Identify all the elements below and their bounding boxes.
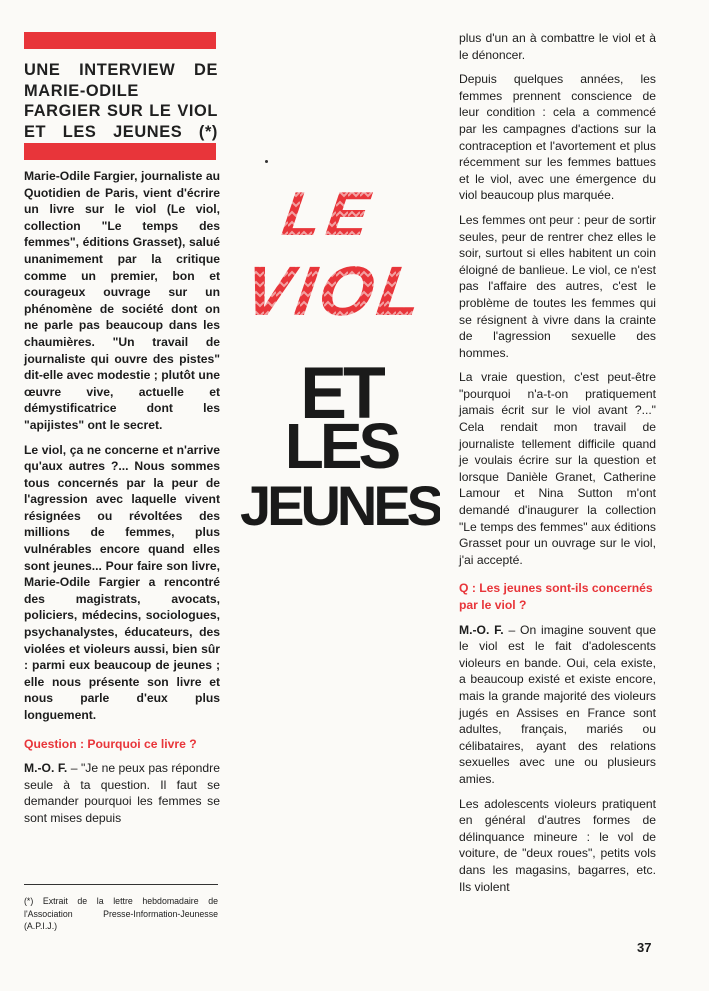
- headline: UNE INTERVIEW DE MARIE-ODILE FARGIER SUR LE VIOL ET LES JEUNES (*): [24, 61, 218, 141]
- paragraph-adolescents: Les adolescents violeurs pratiquent en général d'autres formes de délinquance mineure : le vol de voiture, de "deux roues", petits vols dans les magasins, bagarres, etc. Ils violent: [459, 796, 656, 894]
- answer-1-start: [24, 760, 220, 826]
- question-2: Q : Les jeunes sont-ils concernés par le viol ?: [459, 581, 653, 612]
- right-column: [459, 30, 656, 903]
- question-1: Question : Pourquoi ce livre ?: [24, 736, 197, 751]
- paragraph-conscience: Depuis quelques années, les femmes prennent conscience de leur condition : cela a commencé par les campagnes d'actions sur la contraception et l'avortement et plus récemment sur les femmes battues et le viol, avec une émergence du viol beaucoup plus marquée.: [459, 72, 656, 203]
- title-word-jeunes: JEUNES: [240, 474, 440, 537]
- answer-2: [459, 622, 656, 788]
- title-et-les-jeunes: [240, 352, 440, 537]
- footnote: (*) Extrait de la lettre hebdomadaire de l'Association Presse-Information-Jeunesse (A.P.I.J.): [24, 896, 218, 931]
- title-word-les: LES: [284, 410, 398, 482]
- title-le-viol: [240, 180, 440, 330]
- bottom-red-bar: [24, 143, 216, 160]
- left-column: [24, 168, 220, 835]
- top-red-bar: [24, 32, 216, 49]
- page-number: 37: [637, 940, 652, 955]
- answer-1-left-text: – "Je ne peux pas répondre seule à ta question. Il faut se demander pourquoi les femmes se sont mises depuis: [24, 761, 220, 825]
- lead-paragraph: Le viol, ça ne concerne et n'arrive qu'aux autres ?... Nous sommes tous concernés par la peur de l'agression avec laquelle vivent résignées ou révoltées des millions de femmes, plus vulnérables encore quand elles sont jeunes... Pour faire son livre, Marie-Odile Fargier a rencontré des magistrats, avocats, policiers, médecins, sociologues, psychanalystes, éducateurs, des violées et violeurs aussi, bien sûr : parmi eux beaucoup de jeunes ; elle nous présente son livre et nous parle d'eux plus longuement.: [24, 442, 220, 722]
- speaker-label: M.-O. F.: [24, 761, 68, 776]
- title-artwork: [240, 170, 440, 540]
- paragraph-vraie-question: La vraie question, c'est peut-être "pourquoi n'a-t-on pratiquement jamais écrit sur le viol avant ?..." Cela rendait mon travail de journaliste tellement difficile quand je voulais écrire sur la question et lorsque Danièle Granet, Catherine Lamour et Nina Sutton m'ont demandé d'inaugurer la collection "Le temps des femmes" aux éditions Grasset pour un ouvrage sur le viol, j'ai accepté.: [459, 370, 656, 567]
- ink-speck: [265, 160, 268, 163]
- intro-paragraph: Marie-Odile Fargier, journaliste au Quotidien de Paris, vient d'écrire un livre sur le viol (Le viol, collection "Le temps des femmes", éditions Grasset), salué unanimement par la critique comme un premier, bon et courageux ouvrage sur un phénomène de société dont on ne parle pas beaucoup dans les chaumières. "Un travail de journaliste qui ouvre des pistes" dit-elle avec modestie ; plutôt une œuvre vive, actuelle et démystificatrice dont les "apijistes" ont le secret.: [24, 169, 220, 432]
- answer-1-continued: plus d'un an à combattre le viol et à le dénoncer.: [459, 31, 656, 62]
- speaker-label-2: M.-O. F.: [459, 622, 504, 637]
- paragraph-peur: Les femmes ont peur : peur de sortir seules, peur de rentrer chez elles le soir, surtout si elles habitent un coin éloigné de banlieue. Le viol, ce n'est pas l'affaire des autres, c'est le problème de toutes les femmes qui se résignent à vivre dans la crainte de l'agression sexuelle des hommes.: [459, 212, 656, 360]
- answer-2-text: – On imagine souvent que le viol est le fait d'adolescents violeurs en bande. Oui, cela existe, a beaucoup existé et existe encore, mais la grande majorité des violeurs jugés en Assises en France sont adultes, français, mariés ou célibataires, ayant des relations sexuelles avec une ou plusieurs amies.: [459, 622, 656, 786]
- title-word-et: ET: [300, 352, 382, 435]
- footnote-divider: [24, 884, 218, 885]
